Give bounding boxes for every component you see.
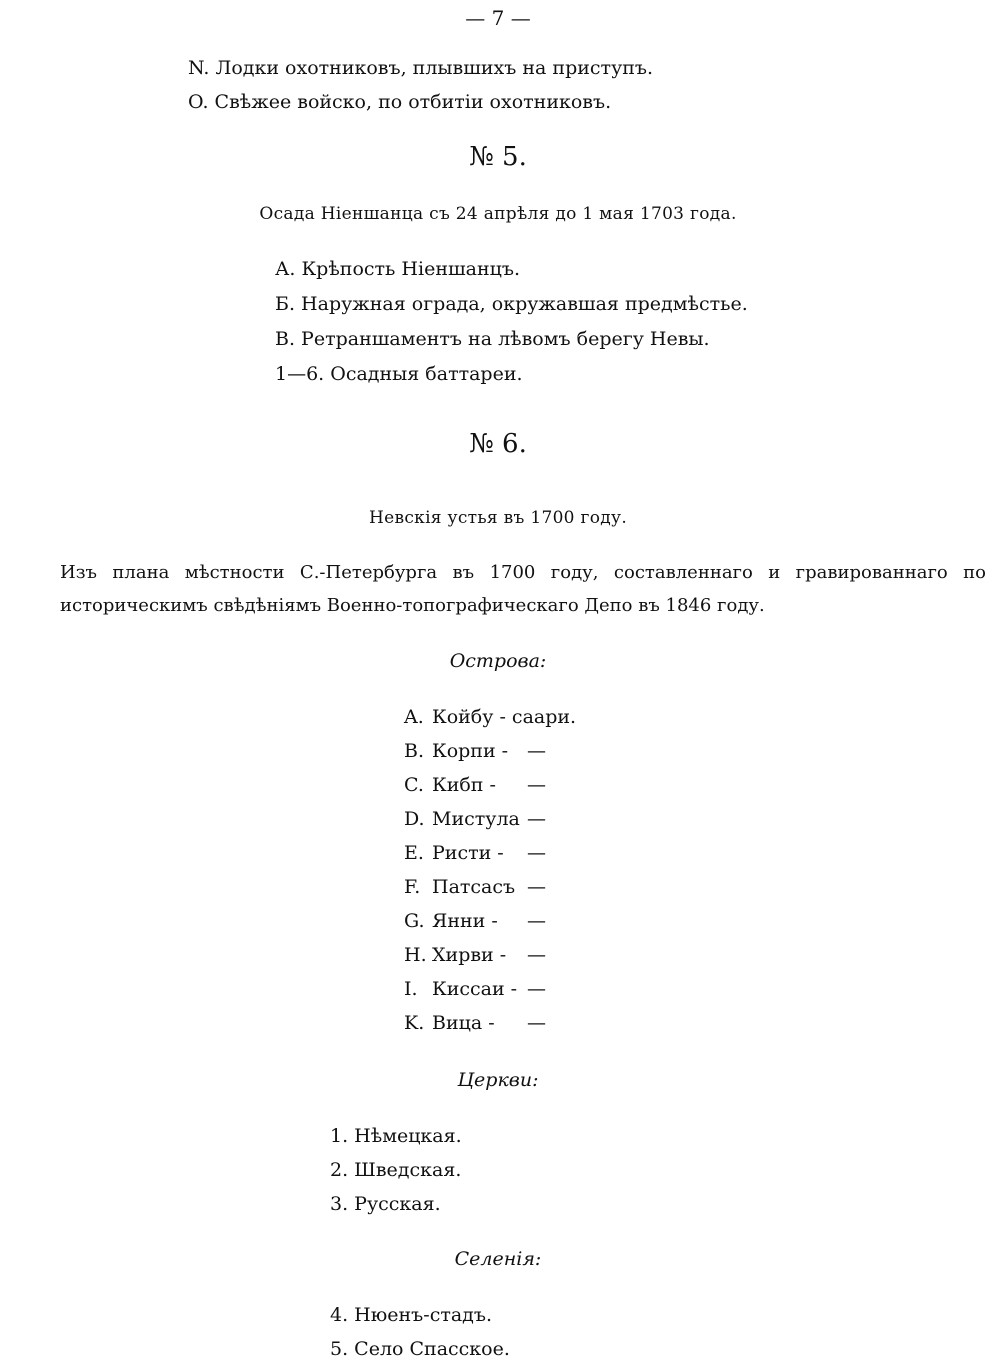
village-item: 5. Село Спасское. bbox=[330, 1338, 510, 1360]
island-name: Корпи - bbox=[432, 740, 509, 762]
island-item bbox=[404, 739, 546, 763]
island-item bbox=[404, 841, 546, 865]
island-name: Хирви - bbox=[432, 944, 507, 966]
churches-heading: Церкви: bbox=[457, 1069, 539, 1091]
island-letter: E. bbox=[404, 842, 424, 864]
island-name: Вица - bbox=[432, 1012, 495, 1034]
page-number: — 7 — bbox=[465, 6, 531, 30]
island-letter: I. bbox=[404, 978, 418, 1000]
island-item bbox=[404, 705, 576, 729]
section-6-paragraph: Изъ плана мѣстности С.-Петербурга въ 1700 году, составленнаго и гравированнаго по историческимъ свѣдѣніямъ Военно-топографическаго Депо въ 1846 году. bbox=[60, 562, 986, 616]
ditto-dash: — bbox=[527, 978, 546, 1000]
island-name: Мистула bbox=[432, 808, 520, 830]
ditto-dash: — bbox=[527, 1012, 546, 1034]
island-item bbox=[404, 977, 546, 1001]
island-item bbox=[404, 943, 546, 967]
church-item: 3. Русская. bbox=[330, 1193, 441, 1215]
island-name: Ристи - bbox=[432, 842, 504, 864]
ditto-dash: — bbox=[527, 944, 546, 966]
island-letter: D. bbox=[404, 808, 425, 830]
section-6-heading: № 6. bbox=[469, 429, 527, 459]
list-item: А. Крѣпость Ніеншанцъ. bbox=[275, 258, 520, 280]
island-name: Кибп - bbox=[432, 774, 496, 796]
island-letter: B. bbox=[404, 740, 425, 762]
island-item bbox=[404, 909, 546, 933]
section-5-heading: № 5. bbox=[469, 142, 527, 172]
section-5-title: Осада Ніеншанца съ 24 апрѣля до 1 мая 1703 года. bbox=[259, 204, 737, 224]
island-item bbox=[404, 773, 546, 797]
village-item: 4. Нюенъ-стадъ. bbox=[330, 1304, 493, 1326]
island-item bbox=[404, 807, 546, 831]
island-letter: C. bbox=[404, 774, 424, 796]
ditto-dash: — bbox=[527, 842, 546, 864]
list-item: 1—6. Осадныя баттареи. bbox=[275, 363, 523, 385]
island-name: Койбу - саари. bbox=[432, 706, 577, 728]
ditto-dash: — bbox=[527, 740, 546, 762]
list-item: Б. Наружная ограда, окружавшая предмѣстье. bbox=[275, 293, 748, 315]
ditto-dash: — bbox=[527, 876, 546, 898]
island-name: Кисcаи - bbox=[432, 978, 518, 1000]
island-letter: G. bbox=[404, 910, 425, 932]
section-6-title: Невскія устья въ 1700 году. bbox=[368, 508, 628, 528]
island-letter: H. bbox=[404, 944, 427, 966]
church-item: 1. Нѣмецкая. bbox=[330, 1125, 462, 1147]
legend-item: N. Лодки охотниковъ, плывшихъ на приступъ. bbox=[188, 57, 654, 79]
ditto-dash: — bbox=[527, 808, 546, 830]
island-letter: F. bbox=[404, 876, 421, 898]
villages-heading: Селенія: bbox=[454, 1248, 542, 1270]
island-item bbox=[404, 875, 546, 899]
list-item: В. Ретраншаментъ на лѣвомъ берегу Невы. bbox=[275, 328, 710, 350]
ditto-dash: — bbox=[527, 910, 546, 932]
legend-item: O. Свѣжее войско, по отбитіи охотниковъ. bbox=[188, 91, 612, 113]
island-letter: K. bbox=[404, 1012, 425, 1034]
island-name: Патсасъ bbox=[432, 876, 516, 898]
islands-heading: Острова: bbox=[449, 650, 547, 672]
island-name: Янни - bbox=[432, 910, 498, 932]
island-item bbox=[404, 1011, 546, 1035]
ditto-dash: — bbox=[527, 774, 546, 796]
island-letter: A. bbox=[404, 706, 424, 728]
church-item: 2. Шведская. bbox=[330, 1159, 462, 1181]
